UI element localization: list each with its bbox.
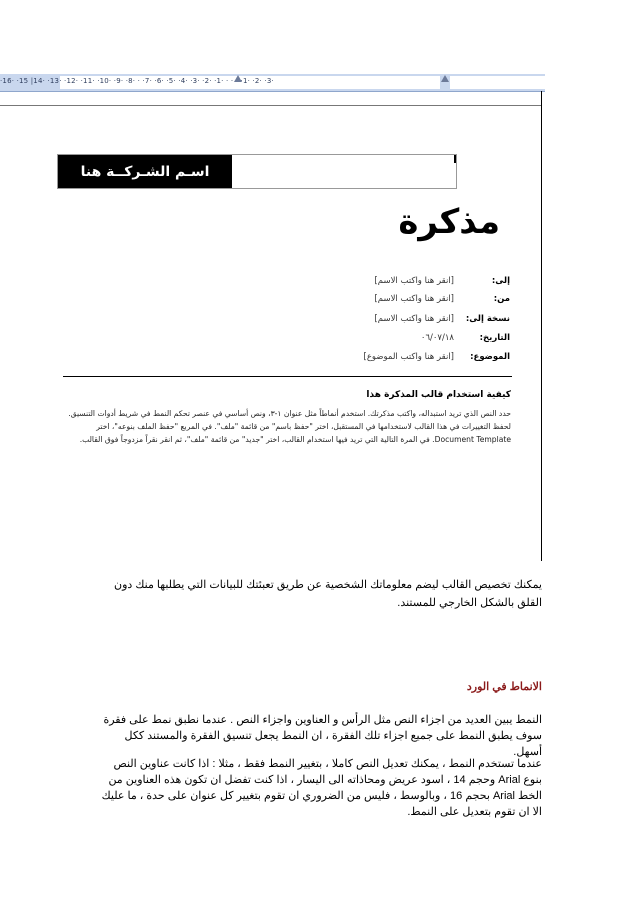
how-to-title: كيفية استخدام قالب المذكرة هذا xyxy=(366,390,511,400)
field-label: التاريخ: xyxy=(479,333,510,343)
field-label: إلى: xyxy=(491,276,510,286)
horizontal-ruler[interactable] xyxy=(0,74,545,92)
field-to[interactable] xyxy=(300,276,510,290)
page-top-edge xyxy=(0,105,541,106)
paragraph-usage[interactable]: عندما تستخدم النمط ، يمكنك تعديل النص كاملا ، بتغيير النمط فقط ، مثلا : اذا كانت عناوين النص بنوع Arial وحجم 14 ، اسود عريض ومحاذاته الى اليسار ، اذا كنت تفضل ان تكون هذه العناوين من الخط Arial بحجم 16 ، وبالوسط ، فليس من الضروري ان تقوم بتغيير كل عنوان على حدة ، ما عليك الا ان تقوم بتعديل على النمط. xyxy=(101,758,542,818)
field-value[interactable]: [انقر هنا واكتب الاسم] xyxy=(374,294,454,304)
field-label: الموضوع: xyxy=(470,352,510,362)
company-name-box[interactable] xyxy=(57,154,457,189)
ruler-numbers: ·16· ·15 |14· ·13· ·12· ·11· ·10· ·9· ·8· · ·7· ·6· ·5· ·4· ·3· ·2· ·1· · · · ·1· ·2· ·3· xyxy=(0,77,274,85)
paragraph-intro[interactable]: يمكنك تخصيص القالب ليضم معلوماتك الشخصية عن طريق تعبئتك للبيانات التي يطلبها منك دون القلق بالشكل الخارجي للمستند. xyxy=(114,579,542,609)
page-right-edge xyxy=(541,91,542,561)
field-date[interactable] xyxy=(300,333,510,347)
indent-marker[interactable] xyxy=(234,75,242,82)
right-indent-marker[interactable] xyxy=(441,75,449,82)
memo-title: مذكرة xyxy=(398,202,500,242)
field-label: نسخة إلى: xyxy=(465,314,510,324)
field-label: من: xyxy=(493,294,510,304)
how-to-body[interactable]: حدد النص الذي تريد استبداله، واكتب مذكرتك. استخدم أنماطاً مثل عنوان ١-٣، ونص أساسي في عنصر تحكم النمط في شريط أدوات التنسيق. لحفظ التغييرات في هذا القالب لاستخدامها في المستقبل، اختر "حفظ باسم" من قائمة "ملف". في المربع "حفظ الملف بنوعه"، اختر Document Template. في المرة التالية التي تريد فيها استخدام القالب، اختر "جديد" من قائمة "ملف"، ثم انقر نقراً مزدوجاً فوق القالب. xyxy=(68,409,511,444)
field-value[interactable]: [انقر هنا واكتب الاسم] xyxy=(374,314,454,324)
field-cc[interactable] xyxy=(300,314,510,328)
field-value[interactable]: ٠٦/٠٧/١٨ xyxy=(420,333,454,343)
divider xyxy=(63,376,512,377)
corner-mark xyxy=(454,155,456,163)
field-value[interactable]: [انقر هنا واكتب الاسم] xyxy=(374,276,454,286)
field-from[interactable] xyxy=(300,294,510,308)
paragraph-styles[interactable]: النمط يبين العديد من اجزاء النص مثل الرأس و العناوين واجزاء النص . عندما نطبق نمط على فقرة سوف يطبق النمط على جميع اجزاء تلك الفقرة ، ان النمط يجعل تنسيق الفقرة والمستند ككل أسهل. xyxy=(103,714,542,758)
section-heading[interactable]: الانماط في الورد xyxy=(466,681,542,693)
company-name[interactable]: اسـم الشـركــة هنا xyxy=(58,155,232,188)
field-subject[interactable] xyxy=(300,352,510,366)
field-value[interactable]: [انقر هنا واكتب الموضوع] xyxy=(363,352,454,362)
